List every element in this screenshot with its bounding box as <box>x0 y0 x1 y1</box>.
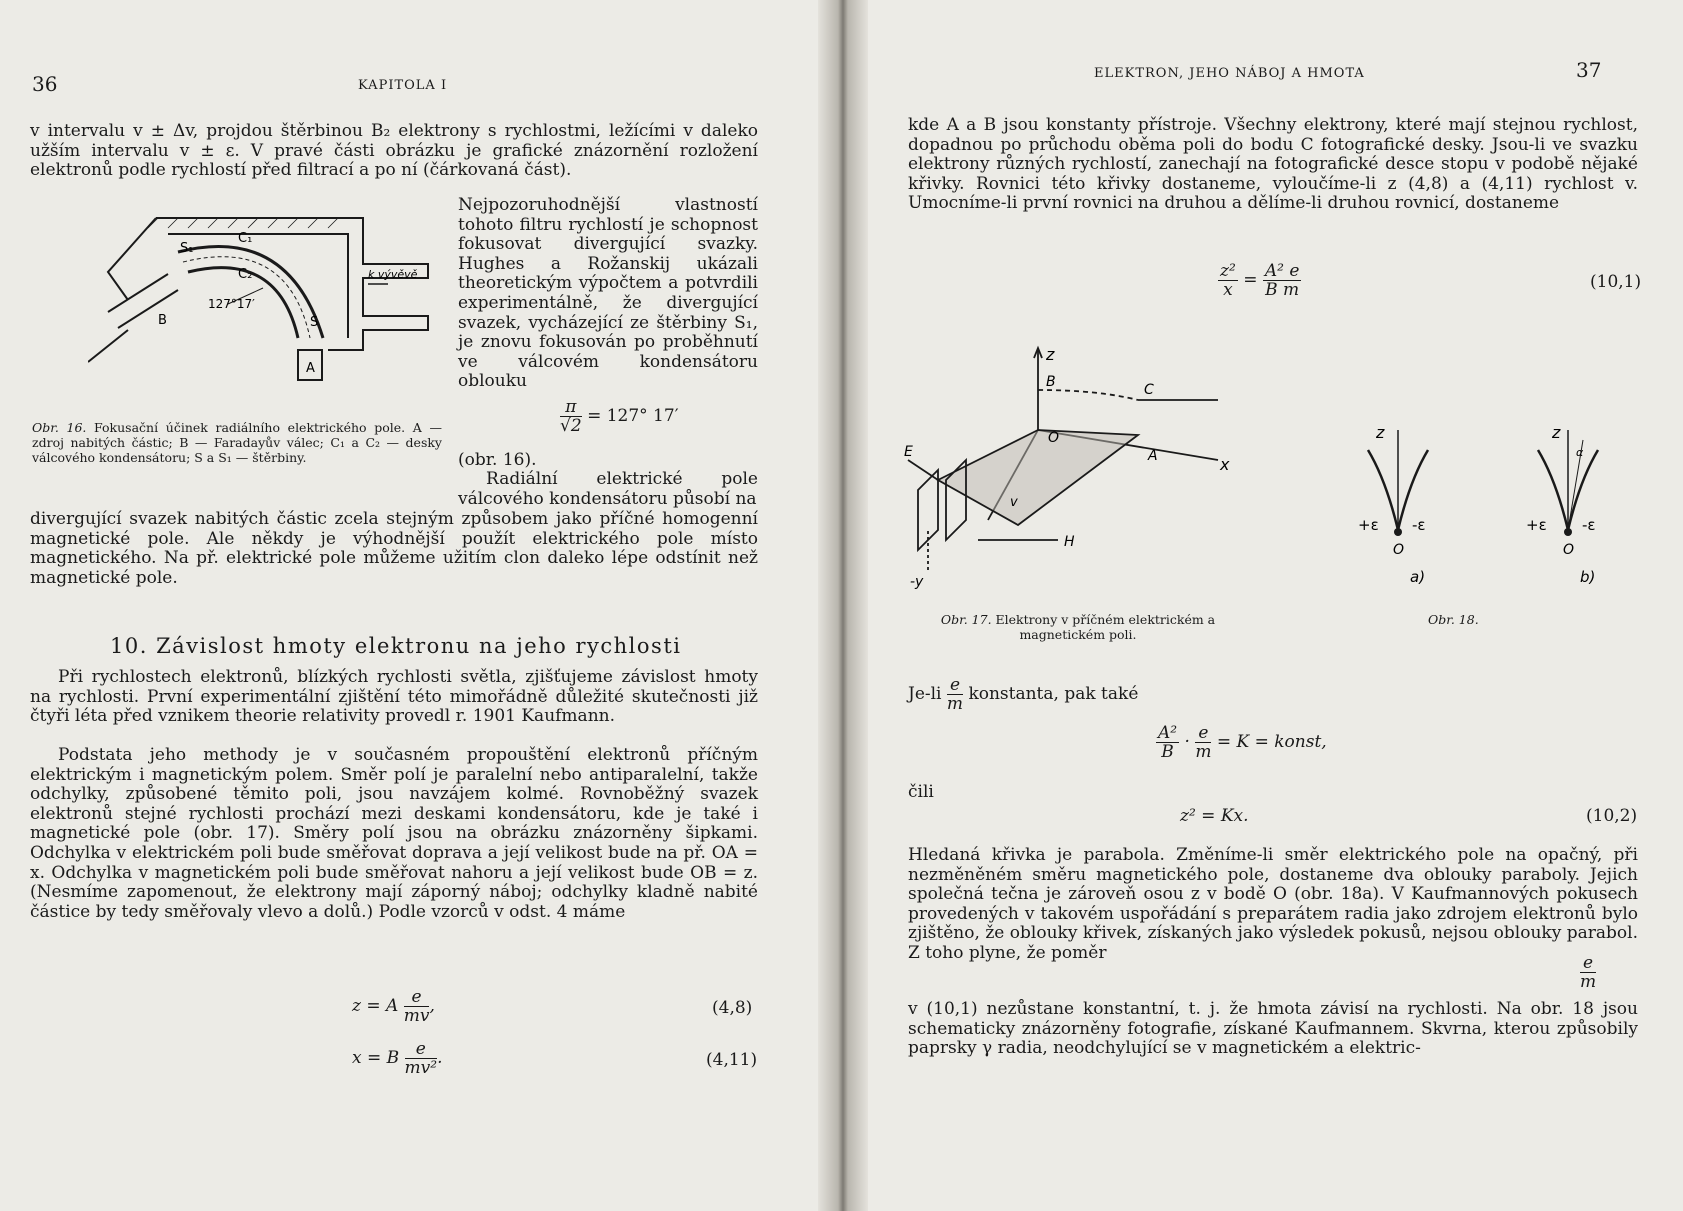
caption-label: Obr. 17. <box>940 612 992 627</box>
label-plus-b: +ε <box>1526 516 1547 534</box>
eq-numerator: e <box>405 1040 438 1059</box>
paragraph: kde A a B jsou konstanty přístroje. Všechny elektrony, které mají stejnou rychlost, dopadnou po průchodu oběma poli do bodu C fotografické desky. Jsou-li ve svazku elektrony různých rychlostí, zanechají na fotografické desce stopu v podobě nějaké křivky. Rovnici této křivky dostaneme, vyloučíme-li z (4,8) a (4,11) rychlost v. Umocníme-li první rovnici na druhou a dělíme-li druhou rovnicí, dostaneme <box>908 115 1638 214</box>
label-z-a: z <box>1376 423 1385 442</box>
eq-numerator: e <box>947 676 963 695</box>
fraction-numerator: π <box>560 398 582 417</box>
eq-lhs: z = A <box>352 996 399 1016</box>
paragraph: Hledaná křivka je parabola. Změníme-li směr elektrického pole na opačný, při nezměněném směru magnetického pole, dostaneme dva oblouky paraboly. Jejich společná tečna je zároveň osou z v bodě O (obr. 18a). V Kaufmannových pokusech provedených v takovém uspořádání s preparátem radia jako zdrojem elektronů bylo zjištěno, že oblouky křivek, získaných jako výsledek pokusů, nejsou oblouky parabol. Z toho plyne, že poměr <box>908 845 1638 963</box>
label-c1: C₁ <box>238 231 253 246</box>
eq-denominator: m <box>1195 742 1212 762</box>
label-s: S <box>310 315 319 330</box>
figure-ref: (obr. 16). <box>458 450 537 470</box>
label-c: C <box>1144 382 1154 398</box>
equation-number: (4,11) <box>706 1050 758 1070</box>
side-fraction <box>560 398 679 435</box>
eq-denominator: mv <box>403 1006 430 1026</box>
label-v: v <box>1010 495 1018 510</box>
hatching <box>148 218 338 228</box>
label-h: H <box>1064 534 1075 550</box>
equation-10-2: z² = Kx. <box>1180 806 1249 826</box>
caption-text: Elektrony v příčném elektrickém a magnetickém poli. <box>995 612 1216 642</box>
paragraph: divergující svazek nabitých částic zcela stejným způsobem jako příčné homogenní magnetické pole. Ale někdy je výhodnější použít elektrického pole místo magnetického. Na př. elektrické pole můžeme užitím clon daleko lépe odstínit než magnetické pole. <box>30 509 758 588</box>
source-rod <box>88 330 128 362</box>
label-o-a: O <box>1393 542 1405 558</box>
paragraph: v (10,1) nezůstane konstantní, t. j. že hmota závisí na rychlosti. Na obr. 18 jsou schematicky znázorněny fotografie, získané Kaufmannem. Skvrna, kterou způsobily paprsky γ radia, neodchylující se v magnetickém a elektric- <box>908 999 1638 1059</box>
label-z: z <box>1046 345 1055 364</box>
label-a: a) <box>1410 568 1426 586</box>
fraction-denominator: √2 <box>560 416 582 436</box>
label-minus-b: -ε <box>1582 516 1596 534</box>
label-pump: k vývěvě <box>368 268 418 281</box>
label-minus-a: -ε <box>1412 516 1426 534</box>
label-b: B <box>158 313 167 328</box>
eq-numerator: e <box>1195 724 1211 743</box>
label-plus-a: +ε <box>1358 516 1379 534</box>
beam-shading <box>938 430 1138 525</box>
label-angle: 127°17′ <box>208 297 255 311</box>
label-o-b: O <box>1563 542 1575 558</box>
label-b: B <box>1046 374 1056 390</box>
equation-konst: $\frac{\text{A²}}{B}$ · $\frac{e}{m}$ = K = konst, <box>1158 723 1327 762</box>
figure-16 <box>88 212 448 412</box>
outer-casing-left <box>108 218 156 300</box>
label-a: A <box>1148 448 1158 464</box>
paragraph-side: Nejpozoruhodnější vlastností tohoto filtru rychlostí je schopnost fokusovat divergující svazky. Hughes a Rožanskij ukázali theoretickým výpočtem a potvrdili experimentálně, že divergující svazek, vycházející ze štěrbiny S₁, je znovu fokusován po proběhnutí ve válcovém kondensátoru oblouku <box>458 195 758 392</box>
jeli-suffix: konstanta, pak také <box>968 684 1139 704</box>
eq-numerator: A² e <box>1264 261 1300 281</box>
page-number: 36 <box>32 72 58 96</box>
parabola-trace <box>1038 390 1138 400</box>
spot-a <box>1394 528 1402 536</box>
equation-4-11 <box>352 1040 443 1077</box>
eq-tail: , <box>429 996 435 1016</box>
equation-number: (4,8) <box>712 998 753 1018</box>
equation-number: (10,2) <box>1586 806 1638 826</box>
label-y: -y <box>910 574 924 590</box>
eq-tail: . <box>437 1048 443 1068</box>
label-e: E <box>904 444 913 460</box>
eq-rhs: = K = konst, <box>1216 732 1327 752</box>
label-alpha: α <box>1576 446 1584 459</box>
caption-text: Fokusační účinek radiálního elektrického pole. A — zdroj nabitých částic; B — Faradayův válec; C₁ a C₂ — desky válcového kondensátoru; S a S₁ — štěrbiny. <box>32 420 442 465</box>
spot-b <box>1564 528 1572 536</box>
paragraph: Při rychlostech elektronů, blízkých rychlosti světla, zjišťujeme závislost hmoty na rychlosti. První experimentální zjištění této mimořádně důležité skutečnosti již čtyři léta před vznikem theorie relativity provedl r. 1901 Kaufmann. <box>30 667 758 727</box>
eq-denominator: m <box>946 694 964 714</box>
figure-17 <box>898 330 1338 600</box>
inline-fraction <box>1580 954 1596 991</box>
figure-18 <box>1338 420 1658 590</box>
label-b: b) <box>1580 568 1596 586</box>
running-head: ELEKTRON, JEHO NÁBOJ A HMOTA <box>1094 66 1365 81</box>
eq-denominator: B <box>1161 742 1174 762</box>
right-page <box>838 0 1683 1211</box>
figure-18-caption <box>1428 612 1479 627</box>
equation-10-1: $\frac{\text{z²}}{x}$ = $\frac{\text{A² e}}{\text{B m}}$ <box>1220 261 1300 300</box>
caption-label: Obr. 16. <box>32 420 87 435</box>
eq-denominator: m <box>1580 972 1597 992</box>
paragraph: v intervalu v ± Δv, projdou štěrbinou B₂ elektrony s rychlostmi, ležícími v daleko užším intervalu v ± ε. V pravé části obrázku je grafické znázornění rozložení elektronů podle rychlostí před filtrací a po ní (čárkovaná část). <box>30 121 758 181</box>
figure-16-caption <box>32 420 442 465</box>
eq-denominator: B m <box>1265 280 1300 300</box>
page-number: 37 <box>1576 58 1602 82</box>
paragraph: Podstata jeho methody je v současném propouštění elektronů příčným elektrickým i magnetickým polem. Směr polí je paralelní nebo antiparalelní, takže odchylky, způsobené těmito poli, jsou navzájem kolmé. Rovnoběžný svazek elektronů stejné rychlosti prochází mezi deskami kondensátoru, kde je také i magnetické pole (obr. 17). Směry polí jsou na obrázku znázorněny šipkami. Odchylka v elektrickém poli bude směřovat doprava a její velikost bude na př. OA = x. Odchylka v magnetickém poli bude směřovat nahoru a její velikost bude OB = z. (Nesmíme zapomenout, že elektrony mají záporný náboj; odchylky kladně nabité částice by tedy směřovaly vlevo a dolů.) Podle vzorců v odst. 4 máme <box>30 745 758 922</box>
label-c2: C₂ <box>238 267 253 282</box>
angle-value: = 127° 17′ <box>587 406 679 426</box>
cili-word: čili <box>908 782 934 802</box>
eq-lhs: x = B <box>352 1048 400 1068</box>
eq-numerator: e <box>1580 954 1596 973</box>
jeli-prefix: Je-li <box>908 684 942 704</box>
eq-numerator: e <box>404 988 430 1007</box>
plate-c1 <box>178 246 323 338</box>
label-s1: S₁ <box>180 241 194 256</box>
running-head: KAPITOLA I <box>358 78 448 93</box>
label-z-b: z <box>1552 423 1561 442</box>
equation-number: (10,1) <box>1590 272 1642 292</box>
equation-4-8 <box>352 988 435 1025</box>
caption-label: Obr. 18. <box>1428 612 1479 627</box>
eq-numerator: A² <box>1158 723 1178 743</box>
section-heading: 10. Závislost hmoty elektronu na jeho rychlosti <box>110 634 682 658</box>
label-x: x <box>1220 455 1230 474</box>
eq-numerator: z² <box>1220 261 1236 281</box>
paragraph: Radiální elektrické pole válcového kondensátoru působí na <box>458 469 758 509</box>
e-field-arrow <box>908 460 938 480</box>
left-page <box>0 0 836 1211</box>
label-a: A <box>306 361 315 376</box>
source-tube <box>108 274 178 328</box>
figure-17-caption <box>928 612 1228 642</box>
jeli-line <box>908 676 1138 713</box>
label-o: O <box>1048 430 1060 446</box>
eq-denominator: mv² <box>404 1058 438 1078</box>
eq-denominator: x <box>1223 280 1233 300</box>
